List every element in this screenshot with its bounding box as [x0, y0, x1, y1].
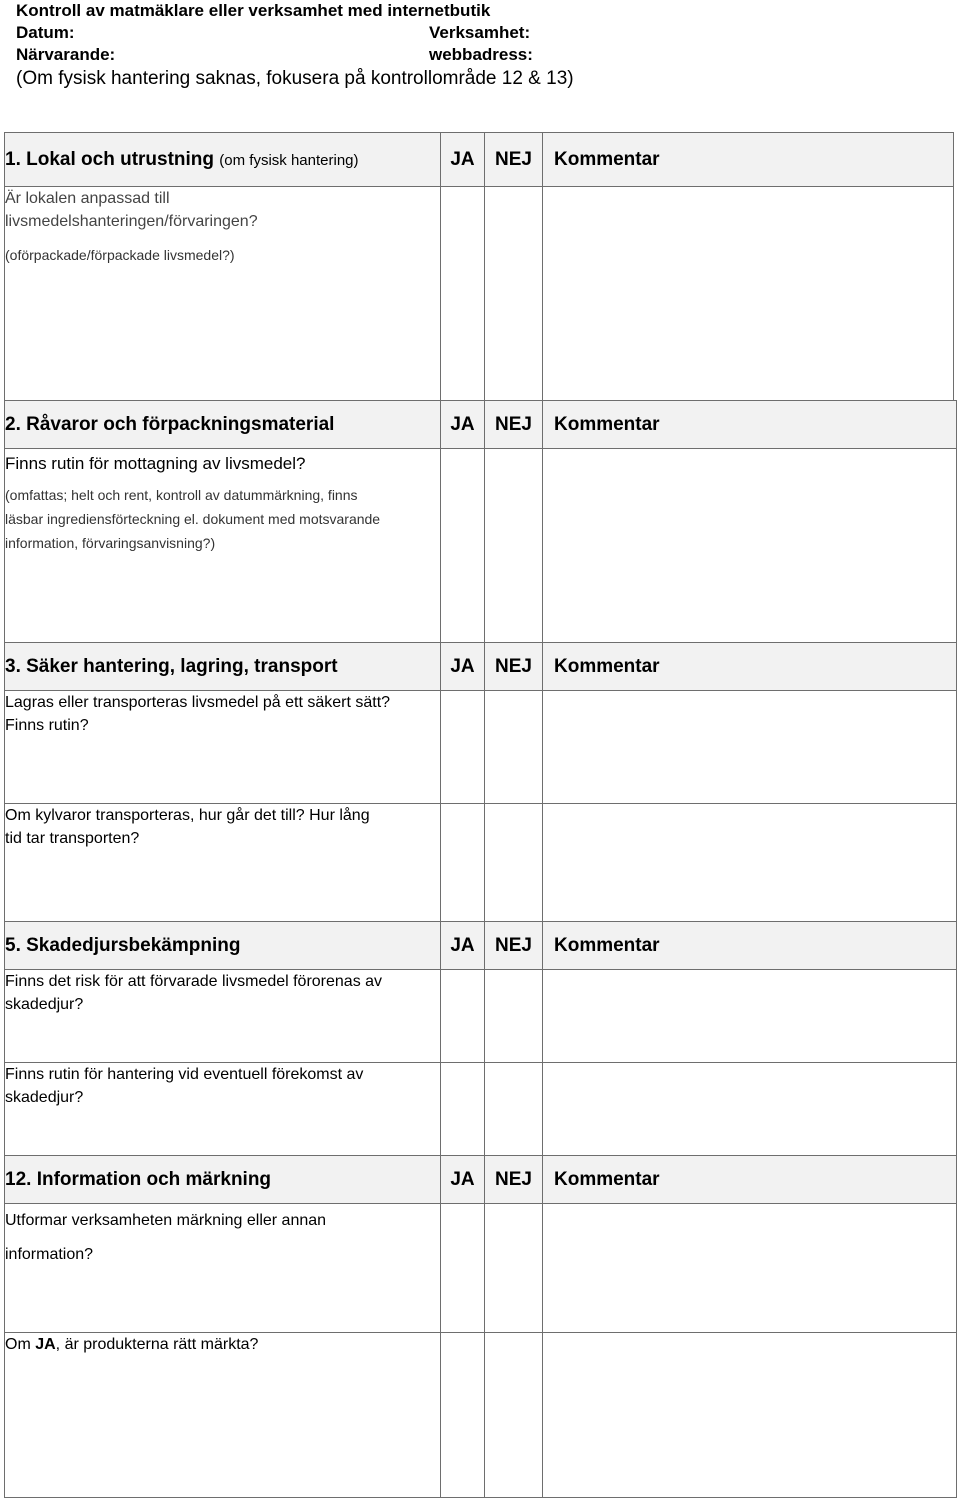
ja-header: JA	[441, 133, 485, 187]
section-1-title: 1. Lokal och utrustning (om fysisk hantering)	[5, 133, 441, 187]
ja-answer-cell[interactable]	[441, 187, 485, 403]
ja-answer-cell[interactable]	[441, 1063, 485, 1156]
nej-answer-cell[interactable]	[485, 1333, 543, 1498]
nej-answer-cell[interactable]	[485, 1063, 543, 1156]
nej-header: NEJ	[485, 1156, 543, 1204]
nej-answer-cell[interactable]	[485, 970, 543, 1063]
ja-header: JA	[441, 401, 485, 449]
section-5-title: 5. Skadedjursbekämpning	[5, 922, 441, 970]
document-header	[16, 0, 946, 91]
table-row	[5, 1204, 957, 1333]
ja-answer-cell[interactable]	[441, 1333, 485, 1498]
question-cell: Lagras eller transporteras livsmedel på ett säkert sätt? Finns rutin?	[5, 691, 441, 804]
question-cell: Om JA, är produkterna rätt märkta?	[5, 1333, 441, 1498]
scope-note: (Om fysisk hantering saknas, fokusera på kontrollområde 12 & 13)	[16, 68, 574, 89]
webbadress-label: webbadress:	[429, 45, 533, 64]
table-row	[5, 1063, 957, 1156]
section-2-table	[4, 400, 957, 643]
comment-cell[interactable]	[543, 449, 957, 643]
table-row	[5, 187, 954, 403]
datum-label: Datum:	[16, 23, 75, 42]
nej-header: NEJ	[485, 133, 543, 187]
comment-cell[interactable]	[543, 1063, 957, 1156]
comment-cell[interactable]	[543, 970, 957, 1063]
comment-cell[interactable]	[543, 1333, 957, 1498]
ja-answer-cell[interactable]	[441, 449, 485, 643]
nej-header: NEJ	[485, 643, 543, 691]
ja-header: JA	[441, 922, 485, 970]
question-cell: Finns det risk för att förvarade livsmedel förorenas av skadedjur?	[5, 970, 441, 1063]
ja-answer-cell[interactable]	[441, 970, 485, 1063]
comment-cell[interactable]	[543, 1204, 957, 1333]
nej-answer-cell[interactable]	[485, 691, 543, 804]
kommentar-header: Kommentar	[543, 922, 957, 970]
section-3-table	[4, 642, 957, 922]
section-3-title: 3. Säker hantering, lagring, transport	[5, 643, 441, 691]
section-5-table	[4, 921, 957, 1156]
table-row	[5, 804, 957, 922]
nej-header: NEJ	[485, 401, 543, 449]
table-row	[5, 970, 957, 1063]
narvarande-label: Närvarande:	[16, 45, 116, 64]
nej-answer-cell[interactable]	[485, 187, 543, 403]
ja-header: JA	[441, 1156, 485, 1204]
section-12-title: 12. Information och märkning	[5, 1156, 441, 1204]
comment-cell[interactable]	[543, 187, 954, 403]
nej-answer-cell[interactable]	[485, 1204, 543, 1333]
document-title: Kontroll av matmäklare eller verksamhet med internetbutik	[16, 1, 491, 20]
nej-header: NEJ	[485, 922, 543, 970]
kommentar-header: Kommentar	[543, 1156, 957, 1204]
question-cell: Utformar verksamheten märkning eller annan information?	[5, 1204, 441, 1333]
question-cell: Om kylvaror transporteras, hur går det till? Hur lång tid tar transporten?	[5, 804, 441, 922]
comment-cell[interactable]	[543, 691, 957, 804]
table-row	[5, 691, 957, 804]
comment-cell[interactable]	[543, 804, 957, 922]
section-1-table	[4, 132, 954, 403]
question-cell: Finns rutin för mottagning av livsmedel? (omfattas; helt och rent, kontroll av datummärkning, finns läsbar ingrediensförteckning el. dokument med motsvarande information, förvaringsanvisning?)	[5, 449, 441, 643]
kommentar-header: Kommentar	[543, 133, 954, 187]
nej-answer-cell[interactable]	[485, 804, 543, 922]
question-cell: Finns rutin för hantering vid eventuell förekomst av skadedjur?	[5, 1063, 441, 1156]
nej-answer-cell[interactable]	[485, 449, 543, 643]
section-2-title: 2. Råvaror och förpackningsmaterial	[5, 401, 441, 449]
table-row	[5, 1333, 957, 1498]
ja-header: JA	[441, 643, 485, 691]
ja-answer-cell[interactable]	[441, 1204, 485, 1333]
ja-answer-cell[interactable]	[441, 804, 485, 922]
kommentar-header: Kommentar	[543, 643, 957, 691]
verksamhet-label: Verksamhet:	[429, 23, 531, 42]
ja-answer-cell[interactable]	[441, 691, 485, 804]
kommentar-header: Kommentar	[543, 401, 957, 449]
question-cell: Är lokalen anpassad till livsmedelshanteringen/förvaringen? (oförpackade/förpackade livsmedel?)	[5, 187, 441, 403]
section-12-table	[4, 1155, 957, 1498]
table-row	[5, 449, 957, 643]
